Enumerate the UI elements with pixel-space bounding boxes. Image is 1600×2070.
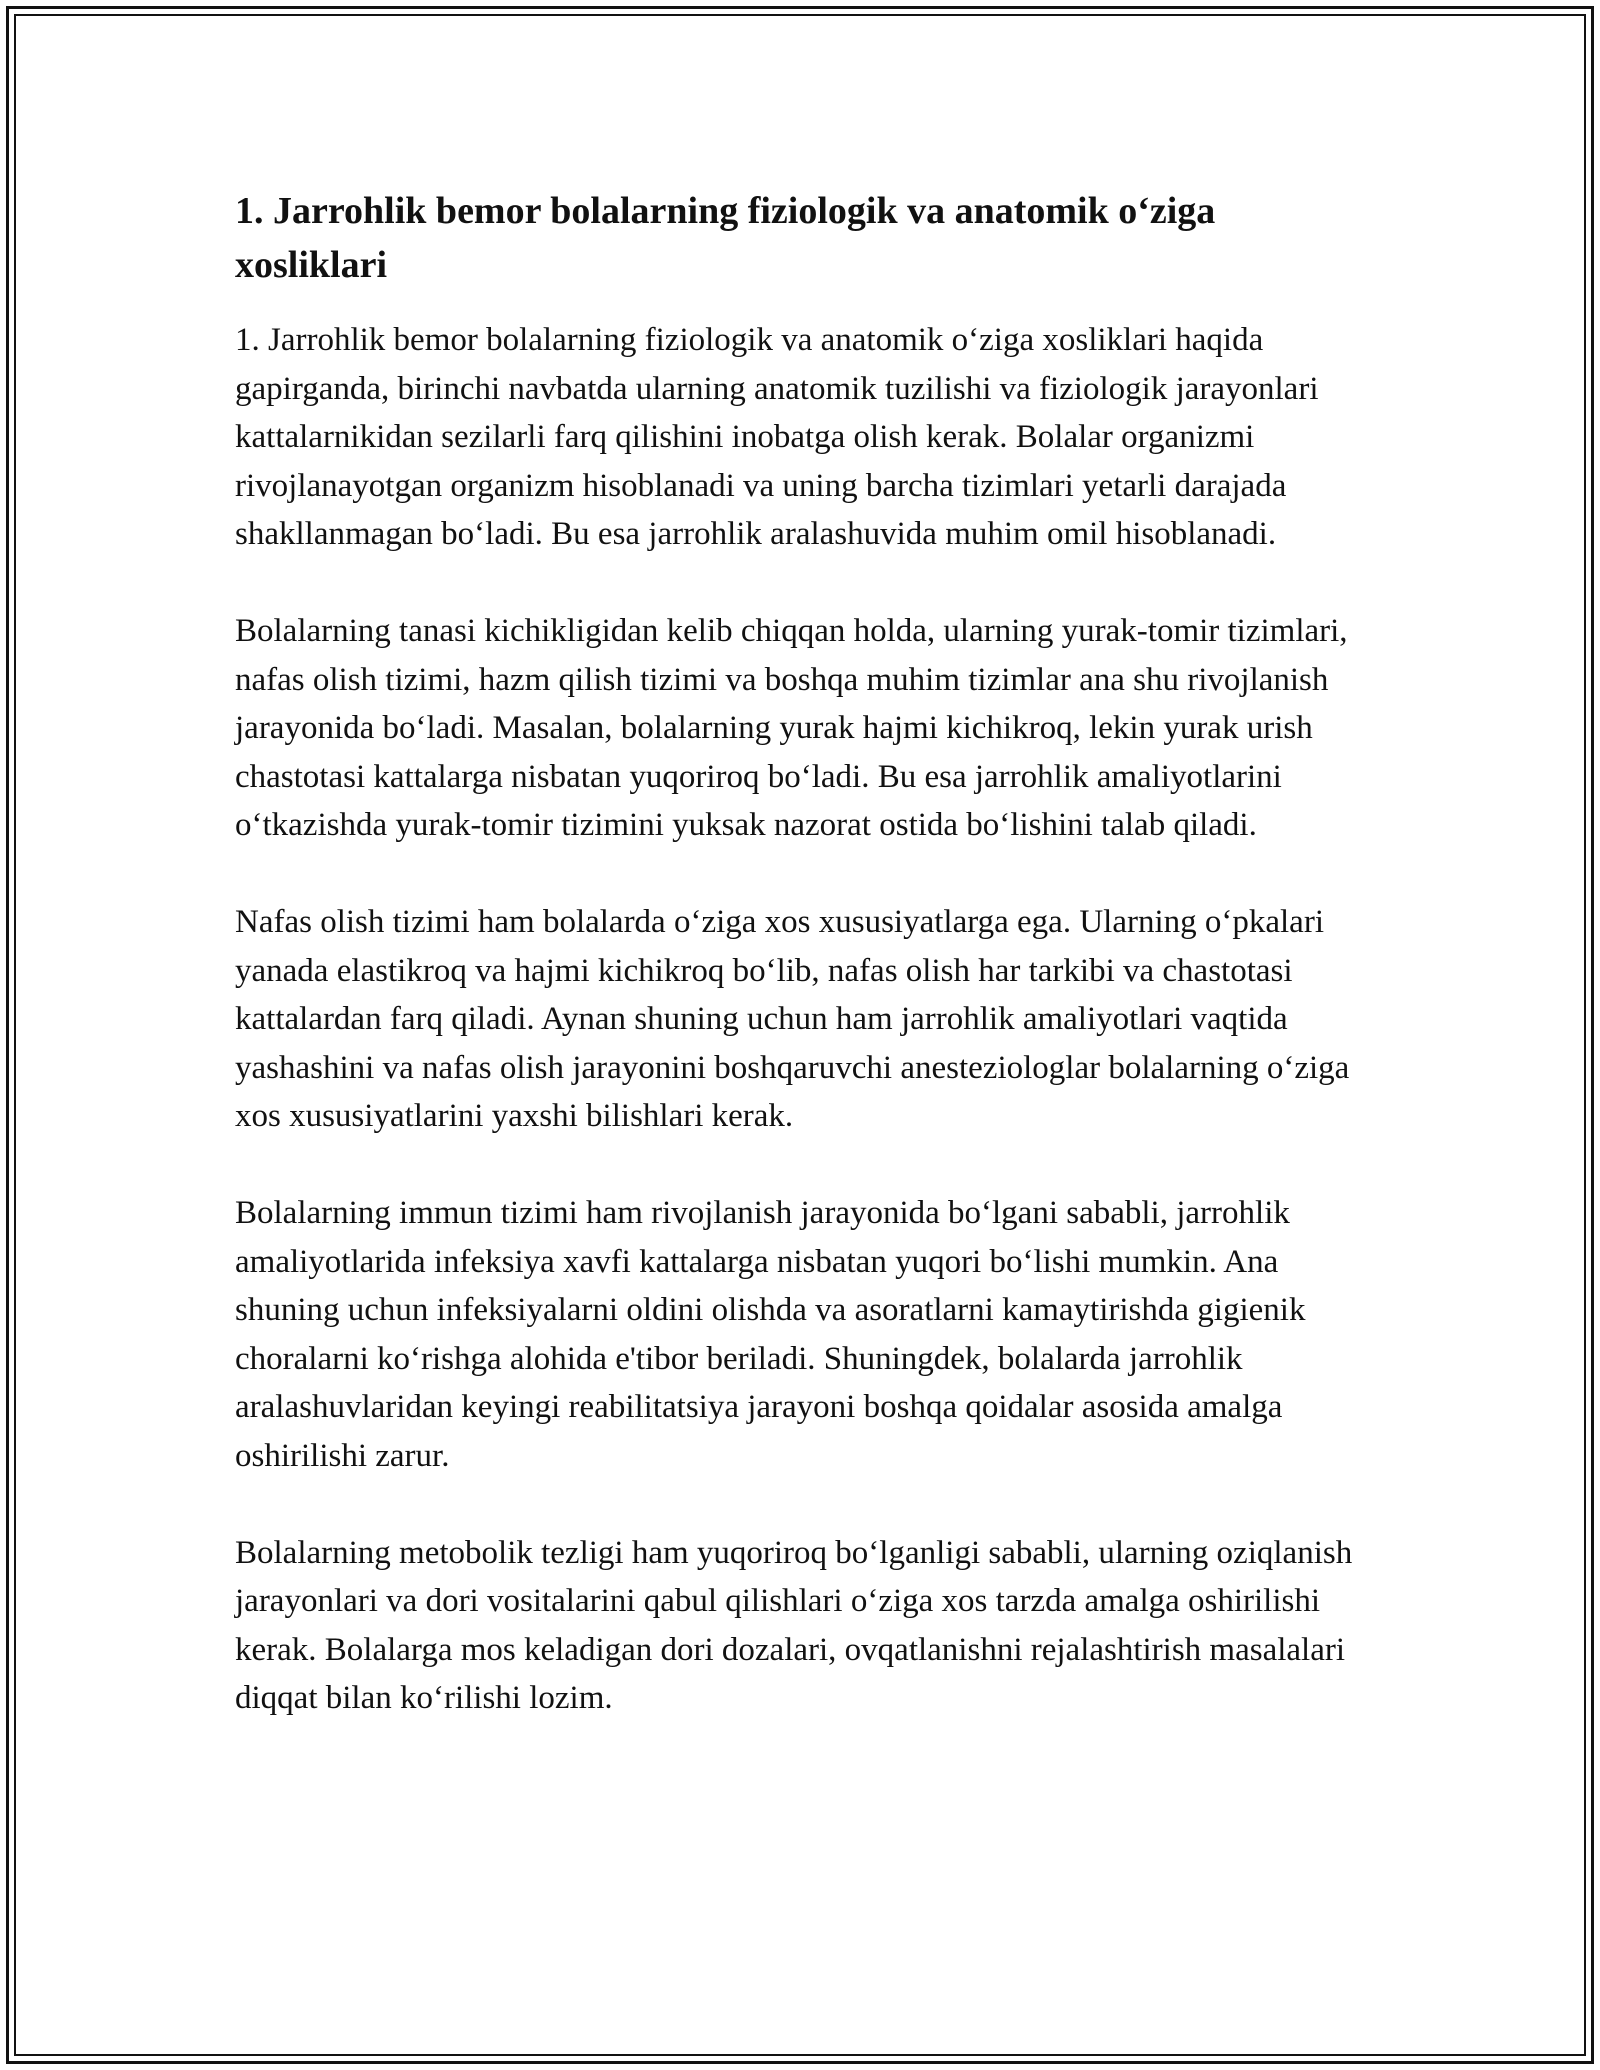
paragraph-3: Nafas olish tizimi ham bolalarda o‘ziga xos xususiyatlarga ega. Ularning o‘pkalari yanada elastikroq va hajmi kichikroq bo‘lib, nafas olish har tarkibi va chastotasi kattalardan farq qiladi. Aynan shuning uchun ham jarrohlik amaliyotlari vaqtida yashashini va nafas olish jarayonini boshqaruvchi anesteziologlar bolalarning o‘ziga xos xususiyatlarini yaxshi bilishlari kerak. [235, 904, 1350, 1134]
document-body [235, 184, 1375, 1771]
paragraph-4: Bolalarning immun tizimi ham rivojlanish jarayonida bo‘lgani sababli, jarrohlik amaliyotlarida infeksiya xavfi kattalarga nisbatan yuqori bo‘lishi mumkin. Ana shuning uchun infeksiyalarni oldini olishda va asoratlarni kamaytirishda gigienik choralarni ko‘rishga alohida e'tibor beriladi. Shuningdek, bolalarda jarrohlik aralashuvlaridan keyingi reabilitatsiya jarayoni boshqa qoidalar asosida amalga oshirilishi zarur. [235, 1195, 1306, 1474]
paragraph-2: Bolalarning tanasi kichikligidan kelib chiqqan holda, ularning yurak-tomir tizimlari, nafas olish tizimi, hazm qilish tizimi va boshqa muhim tizimlar ana shu rivojlanish jarayonida bo‘ladi. Masalan, bolalarning yurak hajmi kichikroq, lekin yurak urish chastotasi kattalarga nisbatan yuqoriroq bo‘ladi. Bu esa jarrohlik amaliyotlarini o‘tkazishda yurak-tomir tizimini yuksak nazorat ostida bo‘lishini talab qiladi. [235, 613, 1348, 843]
paragraph-1: 1. Jarrohlik bemor bolalarning fiziologik va anatomik o‘ziga xosliklari haqida gapirganda, birinchi navbatda ularning anatomik tuzilishi va fiziologik jarayonlari kattalarnikidan sezilarli farq qilishini inobatga olish kerak. Bolalar organizmi rivojlanayotgan organizm hisoblanadi va uning barcha tizimlari yetarli darajada shakllanmagan bo‘ladi. Bu esa jarrohlik aralashuvida muhim omil hisoblanadi. [235, 322, 1319, 552]
document-title: 1. Jarrohlik bemor bolalarning fiziologik va anatomik o‘ziga xosliklari [235, 190, 1216, 286]
paragraph-5: Bolalarning metobolik tezligi ham yuqoriroq bo‘lganligi sababli, ularning oziqlanish jarayonlari va dori vositalarini qabul qilishlari o‘ziga xos tarzda amalga oshirilishi kerak. Bolalarga mos keladigan dori dozalari, ovqatlanishni rejalashtirish masalalari diqqat bilan ko‘rilishi lozim. [235, 1534, 1353, 1716]
